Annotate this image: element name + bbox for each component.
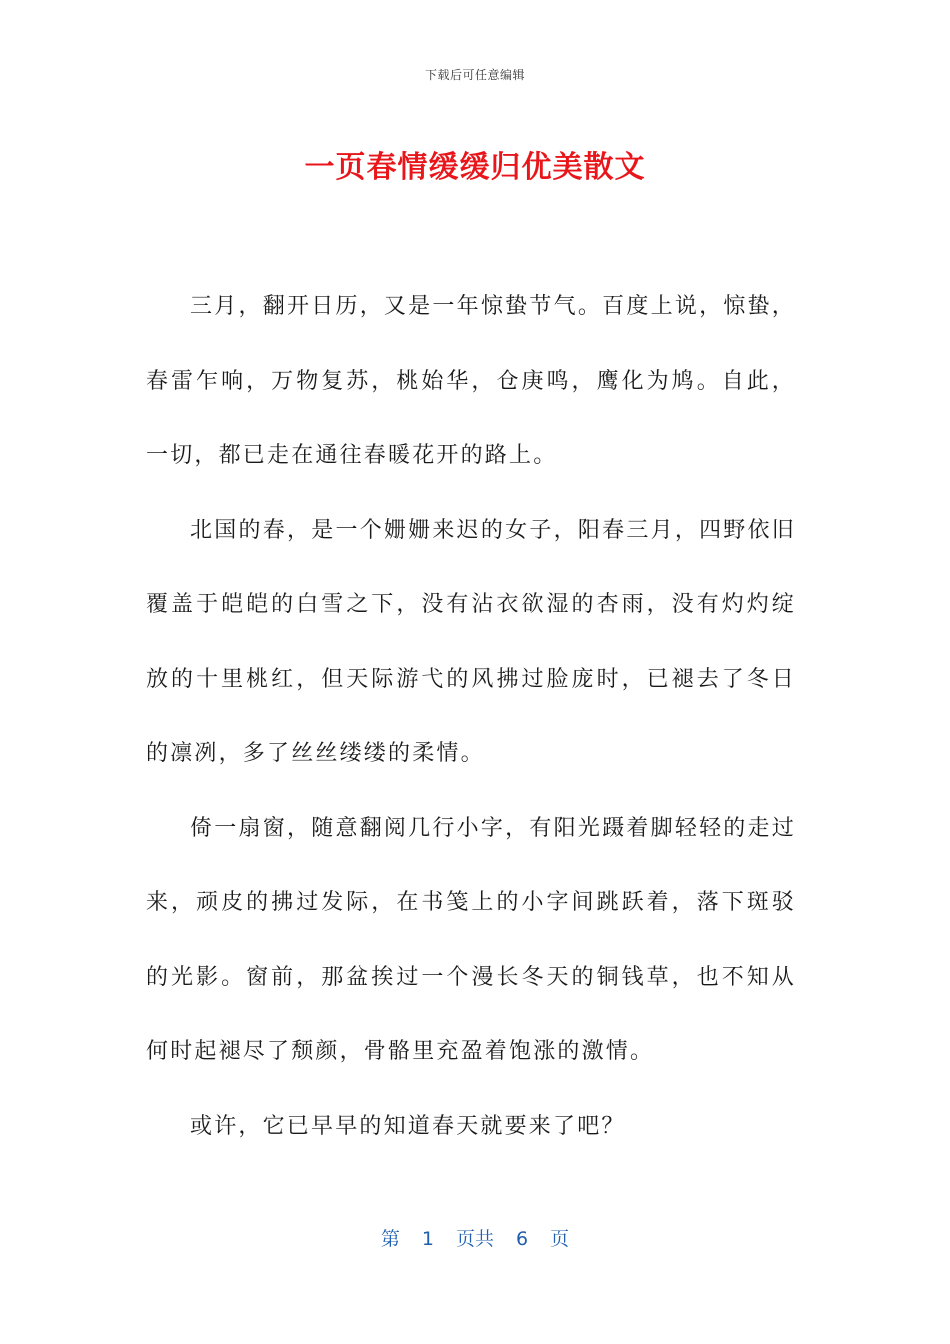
article-body (146, 270, 796, 1164)
document-title: 一页春情缓缓归优美散文 (304, 150, 646, 185)
header-note: 下载后可任意编辑 (424, 68, 525, 82)
current-page-number: 1 (421, 1228, 434, 1250)
paragraph-4: 或许，它已早早的知道春天就要来了吧？ (190, 1113, 626, 1139)
page-number-footer (0, 1224, 950, 1251)
paragraph-2: 北国的春，是一个姗姗来迟的女子，阳春三月，四野依旧覆盖于皑皑的白雪之下，没有沾衣欲湿的杏雨，没有灼灼绽放的十里桃红，但天际游弋的风拂过脸庞时，已褪去了冬日的凛冽，多了丝丝缕缕的柔情。 (146, 517, 796, 766)
footer-prefix: 第 (380, 1228, 400, 1250)
footer-middle: 页共 (455, 1228, 494, 1250)
total-page-count: 6 (516, 1228, 529, 1250)
paragraph-3: 倚一扇窗，随意翻阅几行小字，有阳光蹑着脚轻轻的走过来，顽皮的拂过发际，在书笺上的小字间跳跃着，落下斑驳的光影。窗前，那盆挨过一个漫长冬天的铜钱草，也不知从何时起褪尽了颓颜，骨骼里充盈着饱涨的激情。 (146, 815, 796, 1064)
footer-suffix: 页 (550, 1228, 570, 1250)
paragraph-1: 三月，翻开日历，又是一年惊蛰节气。百度上说，惊蛰，春雷乍响，万物复苏，桃始华，仓庚鸣，鹰化为鸠。自此，一切，都已走在通往春暖花开的路上。 (146, 294, 796, 468)
